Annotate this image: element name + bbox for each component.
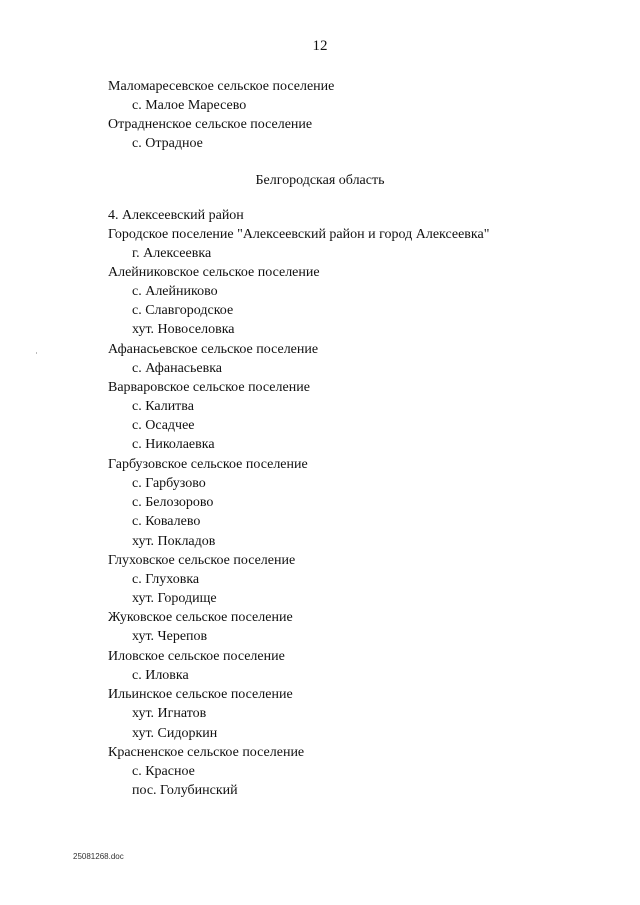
settlement-name: Глуховское сельское поселение [108, 553, 296, 568]
settlement-name: Отрадненское сельское поселение [108, 117, 313, 132]
page-number: 12 [312, 38, 328, 54]
locality-name: с. Малое Маресево [132, 98, 247, 113]
locality-name: хут. Черепов [132, 629, 208, 644]
settlement-name: Городское поселение "Алексеевский район и город Алексеевка" [108, 227, 490, 242]
locality-name: хут. Сидоркин [132, 726, 218, 741]
locality-name: с. Иловка [132, 668, 189, 683]
locality-name: хут. Городище [132, 591, 217, 606]
locality-name: с. Афанасьевка [132, 361, 223, 376]
settlement-name: Гарбузовское сельское поселение [108, 457, 308, 472]
footer-file-code: 25081268.doc [73, 852, 124, 861]
settlement-name: Жуковское сельское поселение [108, 610, 293, 625]
settlement-name: Ильинское сельское поселение [108, 687, 293, 702]
locality-name: хут. Покладов [132, 534, 216, 549]
settlement-name: Красненское сельское поселение [108, 745, 305, 760]
locality-name: хут. Игнатов [132, 706, 207, 721]
settlement-name: Иловское сельское поселение [108, 649, 285, 664]
locality-name: с. Глуховка [132, 572, 200, 587]
locality-name: с. Белозорово [132, 495, 214, 510]
locality-name: г. Алексеевка [132, 246, 212, 261]
region-heading: Белгородская область [255, 173, 385, 188]
locality-name: с. Славгородское [132, 303, 234, 318]
settlement-name: Маломаресевское сельское поселение [108, 79, 335, 94]
locality-name: с. Красное [132, 764, 195, 779]
locality-name: с. Гарбузово [132, 476, 206, 491]
locality-name: с. Николаевка [132, 437, 215, 452]
locality-name: пос. Голубинский [132, 783, 238, 798]
locality-name: с. Отрадное [132, 136, 203, 151]
settlement-name: Варваровское сельское поселение [108, 380, 310, 395]
locality-name: с. Калитва [132, 399, 194, 414]
settlement-name: Алейниковское сельское поселение [108, 265, 320, 280]
locality-name: с. Ковалево [132, 514, 201, 529]
district-title: 4. Алексеевский район [108, 208, 244, 223]
margin-mark [36, 352, 37, 354]
locality-name: с. Алейниково [132, 284, 218, 299]
locality-name: с. Осадчее [132, 418, 195, 433]
locality-name: хут. Новоселовка [132, 322, 235, 337]
settlement-name: Афанасьевское сельское поселение [108, 342, 319, 357]
